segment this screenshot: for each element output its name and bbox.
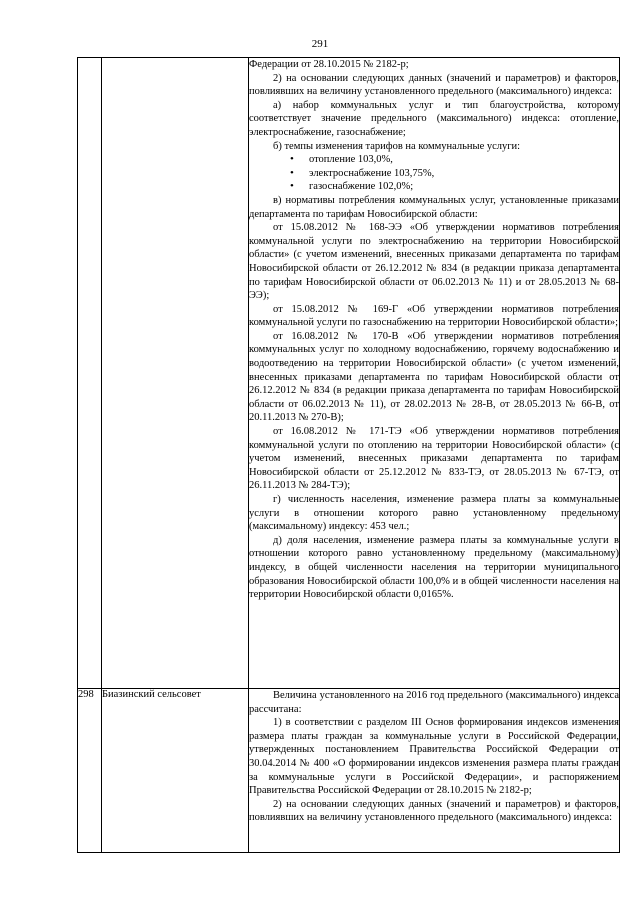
index-description-cell xyxy=(249,58,620,689)
paragraph: а) набор коммунальных услуг и тип благоустройства, которому соответствует значение предельного (максимального) индекса: отопление, электроснабжение, газоснабжение; xyxy=(249,99,619,138)
list-item: • газоснабжение 102,0%; xyxy=(309,180,619,194)
municipality-name-cell xyxy=(102,58,249,689)
paragraph: от 16.08.2012 № 171-ТЭ «Об утверждении нормативов потребления коммунальной услуги по отоплению на территории Новосибирской области» (с учетом изменений, внесенных приказами департамента по тарифам Новосибирской области от 25.12.2012 № 833-ТЭ, от 28.05.2013 № 67-ТЭ, от 26.11.2013 № 284-ТЭ); xyxy=(249,426,619,492)
index-description-cell xyxy=(249,689,620,853)
paragraph: б) темпы изменения тарифов на коммунальные услуги: xyxy=(273,140,521,152)
list-item: • отопление 103,0%, xyxy=(309,153,619,167)
list-item: • электроснабжение 103,75%, xyxy=(309,167,619,181)
paragraph: г) численность населения, изменение размера платы за коммунальные услуги в отношении которого равно установленному предельному (максимальному) индексу: 453 чел.; xyxy=(249,494,619,533)
paragraph: от 16.08.2012 № 170-В «Об утверждении нормативов потребления коммунальных услуг по холодному водоснабжению, горячему водоснабжению и водоотведению на территории Новосибирской области» (с учетом изменений, внесенных приказами департамента по тарифам Новосибирской области от 26.12.2012 № 834 (в редакции приказа департамента по тарифам Новосибирской области от 06.02.2013 № 11), от 28.02.2013 № 28-В, от 28.05.2013 № 66-В, от 20.11.2013 № 270-В); xyxy=(249,330,619,424)
paragraph: д) доля населения, изменение размера платы за коммунальные услуги в отношении которого равно установленному предельному (максимальному) индексу, в общей численности населения на территории муниципального образования Новосибирской области 100,0% и в общей численности населения на территории Новосибирской области 0,0165%. xyxy=(249,534,619,601)
paragraph: 2) на основании следующих данных (значений и параметров) и факторов, повлиявших на величину установленного предельного (максимального) индекса: xyxy=(249,72,619,98)
tariff-growth-list xyxy=(249,153,619,194)
paragraph: 2) на основании следующих данных (значений и параметров) и факторов, повлиявших на величину установленного предельного (максимального) индекса: xyxy=(249,798,619,824)
paragraph: 1) в соответствии с разделом III Основ формирования индексов изменения размера платы граждан за коммунальные услуги в Российской Федерации, утвержденных постановлением Правительства Российской Федерации от 30.04.2014 № 400 «О формировании индексов изменения размера платы граждан за коммунальные услуги в Российской Федерации», и распоряжением Правительства Российской Федерации от 28.10.2015 № 2182-р; xyxy=(249,717,619,797)
page-number: 291 xyxy=(311,38,329,50)
paragraph: в) нормативы потребления коммунальных услуг, установленные приказами департамента по тарифам Новосибирской области: xyxy=(249,194,619,220)
table-row xyxy=(78,689,620,853)
paragraph: от 15.08.2012 № 168-ЭЭ «Об утверждении нормативов потребления коммунальной услуги по электроснабжению на территории Новосибирской области» (с учетом изменений, внесенных приказами департамента по тарифам Новосибирской области от 26.12.2012 № 834 (в редакции приказа департамента по тарифам Новосибирской области от 06.02.2013 № 11) и от 28.05.2013 № 68-ЭЭ); xyxy=(249,222,619,302)
paragraph: Величина установленного на 2016 год предельного (максимального) индекса рассчитана: xyxy=(249,690,619,715)
row-number-cell: 298 xyxy=(78,689,102,853)
tariff-index-table xyxy=(77,57,620,853)
paragraph: Федерации от 28.10.2015 № 2182-р; xyxy=(249,59,409,70)
municipality-name-cell: Биазинский сельсовет xyxy=(102,689,249,853)
paragraph: от 15.08.2012 № 169-Г «Об утверждении нормативов потребления коммунальной услуги по газоснабжению на территории Новосибирской области»; xyxy=(249,303,619,329)
table-row xyxy=(78,58,620,689)
row-number-cell xyxy=(78,58,102,689)
